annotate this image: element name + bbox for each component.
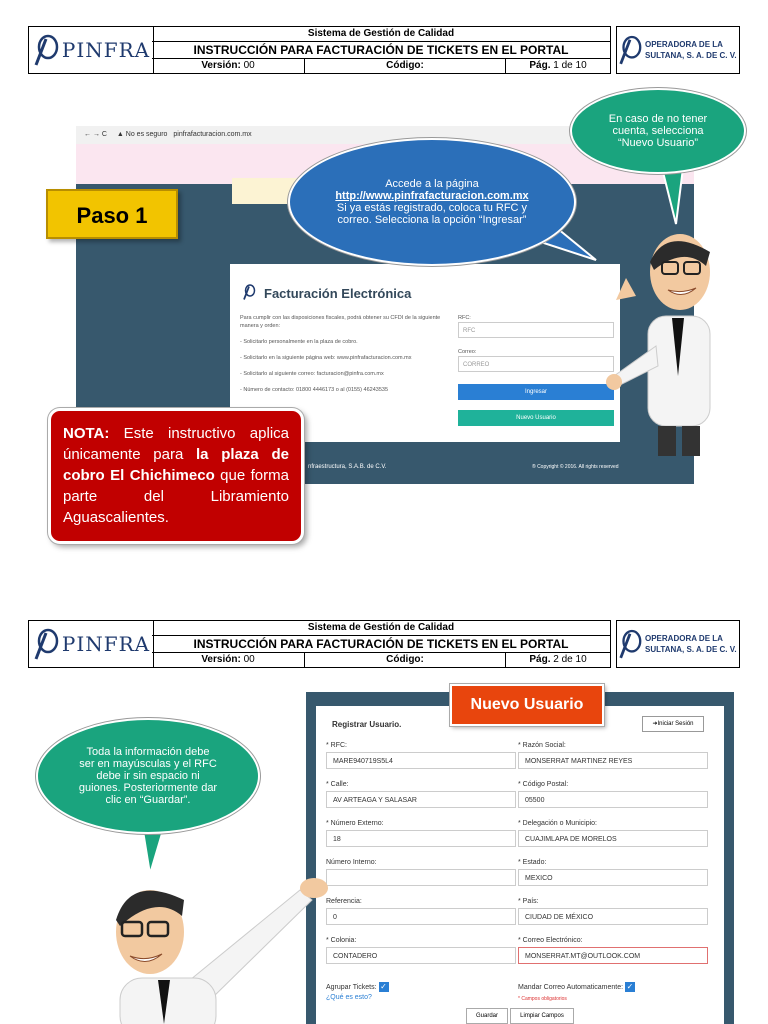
form-field-input[interactable] [326,869,516,886]
save-button[interactable]: Guardar [466,1008,508,1024]
browser-bar: ← → C ▲ No es seguro pinfrafacturacion.com.mx [76,126,694,144]
login-session-button[interactable]: ➜Iniciar Sesión [642,716,704,732]
doc-title: INSTRUCCIÓN PARA FACTURACIÓN DE TICKETS EN EL PORTAL [152,636,610,653]
pinfra-swoosh-icon [32,627,60,661]
what-is-this-link[interactable]: ¿Qué es esto? [326,994,372,1001]
form-field-label: Referencia: [326,898,362,905]
form-field-input[interactable]: AV ARTEAGA Y SALASAR [326,791,516,808]
cartoon-man-pointing [100,860,350,1024]
login-instruction-bubble: Accede a la página http://www.pinfrafacturacion.com.mx Si ya estás registrado, coloca tu RFC y correo. Selecciona la opción “Ingresar” [288,138,576,266]
required-note: * Campos obligatorios [518,996,567,1002]
operadora-swoosh-icon [617,33,643,67]
pinfra-swoosh-icon [32,33,60,67]
doc-header-page-1: PINFRA Sistema de Gestión de Calidad INSTRUCCIÓN PARA FACTURACIÓN DE TICKETS EN EL PORTAL Versión: 00 Código: Pág. 1 de 10 OPERADORA DE LA SULTANA, S. A. DE C. V. [28,26,740,74]
new-user-hint-bubble: En caso de no tener cuenta, selecciona “Nuevo Usuario” [570,88,746,174]
form-field-label: * Colonia: [326,937,357,944]
operadora-swoosh-icon [617,627,643,661]
form-field-label: * Calle: [326,781,349,788]
pinfra-logo [28,620,154,668]
register-screenshot [306,692,734,1024]
version-label: Versión: [201,60,241,71]
form-field-label: * Correo Electrónico: [518,937,583,944]
operadora-logo: OPERADORA DE LA SULTANA, S. A. DE C. V. [616,26,740,74]
portal-link[interactable]: http://www.pinfrafacturacion.com.mx [335,190,529,202]
group-tickets-checkbox[interactable]: ✓ [380,982,387,991]
form-field-input[interactable]: 0 [326,908,516,925]
form-field-input[interactable]: 05500 [518,791,708,808]
pinfra-logo-text: PINFRA [61,632,151,656]
step-1-badge: Paso 1 [46,189,178,239]
form-field-input[interactable]: CIUDAD DE MÉXICO [518,908,708,925]
form-field-label: Número Interno: [326,859,377,866]
form-field-input[interactable]: MEXICO [518,869,708,886]
form-field-label: * Delegación o Municipio: [518,820,597,827]
form-field-input[interactable]: 18 [326,830,516,847]
fe-logo-icon [242,282,256,302]
doc-header-page-2: PINFRA Sistema de Gestión de Calidad INSTRUCCIÓN PARA FACTURACIÓN DE TICKETS EN EL PORTAL Versión: 00 Código: Pág. 2 de 10 OPERADORA DE LA SULTANA, S. A. DE C. V. [28,620,740,668]
portal-screenshot: ← → C ▲ No es seguro pinfrafacturacion.com.mx Facturación Electrónica Para cumplir con las disposiciones fiscales, podrá obtener su CFDI de la siguiente manera y orden: - Solicitarlo personalmente en la plaza de cobro. - Solicitarlo en la siguiente página web: www.pinfrafacturacion.com.mx - Solicitarlo al siguiente correo: facturacion@pinfra.com.mx - Número de contacto: 01800 4446173 o al (0155) 46243535 RFC: RFC Correo: CORREO Ingresar Nuevo Usuario nfraestructura, S.A.B. de C.V. ® Copyright © 2016. All rights reserved [76,126,694,484]
form-field-label: * Estado: [518,859,547,866]
form-field-label: * Número Externo: [326,820,384,827]
note-box: NOTA: Este instructivo aplica únicamente para la plaza de cobro El Chichimeco que forma parte del Libramiento Aguascalientes. [48,408,304,544]
form-field-label: * Razón Social: [518,742,566,749]
group-tickets-label: Agrupar Tickets: [326,983,377,991]
email-label: Correo: [458,349,477,355]
operadora-logo: OPERADORA DE LA SULTANA, S. A. DE C. V. [616,620,740,668]
auto-mail-checkbox[interactable]: ✓ [626,982,634,991]
form-field-input[interactable]: MONSERRAT MARTINEZ REYES [518,752,708,769]
pinfra-logo [28,26,154,74]
clear-fields-button[interactable]: Limpiar Campos [510,1008,574,1024]
new-user-badge: Nuevo Usuario [450,684,604,726]
system-title: Sistema de Gestión de Calidad [152,27,610,42]
rfc-input[interactable]: RFC [458,322,614,338]
pinfra-logo-text: PINFRA [61,38,151,62]
new-user-button[interactable]: Nuevo Usuario [458,410,614,426]
form-field-label: * RFC: [326,742,347,749]
version-value: 00 [243,60,255,71]
code-label: Código: [386,60,424,71]
page-label: Pág. [529,60,551,71]
register-form [316,706,724,1024]
fe-title: Facturación Electrónica [264,286,412,301]
form-title: Registrar Usuario. [332,720,402,729]
system-title: Sistema de Gestión de Calidad [152,621,610,636]
form-field-label: * Código Postal: [518,781,569,788]
email-input[interactable]: CORREO [458,356,614,372]
uppercase-hint-bubble: Toda la información debe ser en mayúsculas y el RFC debe ir sin espacio ni guiones. Posteriormente dar clic en “Guardar”. [36,718,260,834]
doc-title: INSTRUCCIÓN PARA FACTURACIÓN DE TICKETS EN EL PORTAL [152,42,610,59]
login-button[interactable]: Ingresar [458,384,614,400]
cartoon-man-pointing [606,226,726,456]
form-field-label: * País: [518,898,539,905]
note-label: NOTA: [63,425,110,442]
security-indicator: ▲ No es seguro [116,131,168,138]
login-panel: Facturación Electrónica Para cumplir con las disposiciones fiscales, podrá obtener su CFDI de la siguiente manera y orden: - Solicitarlo personalmente en la plaza de cobro. - Solicitarlo en la siguiente página web: www.pinfrafacturacion.com.mx - Solicitarlo al siguiente correo: facturacion@pinfra.com.mx - Número de contacto: 01800 4446173 o al (0155) 46243535 RFC: RFC Correo: CORREO Ingresar Nuevo Usuario [230,264,620,442]
form-field-input[interactable]: MARE940719S5L4 [326,752,516,769]
auto-mail-label: Mandar Correo Automaticamente: [518,983,624,991]
url-text: pinfrafacturacion.com.mx [173,131,252,138]
form-field-input[interactable]: CONTADERO [326,947,516,964]
form-field-input[interactable]: MONSERRAT.MT@OUTLOOK.COM [518,947,708,964]
form-field-input[interactable]: CUAJIMLAPA DE MORELOS [518,830,708,847]
page-number: 2 [553,654,559,665]
page-number: 1 [553,60,559,71]
rfc-label: RFC: [458,315,471,321]
